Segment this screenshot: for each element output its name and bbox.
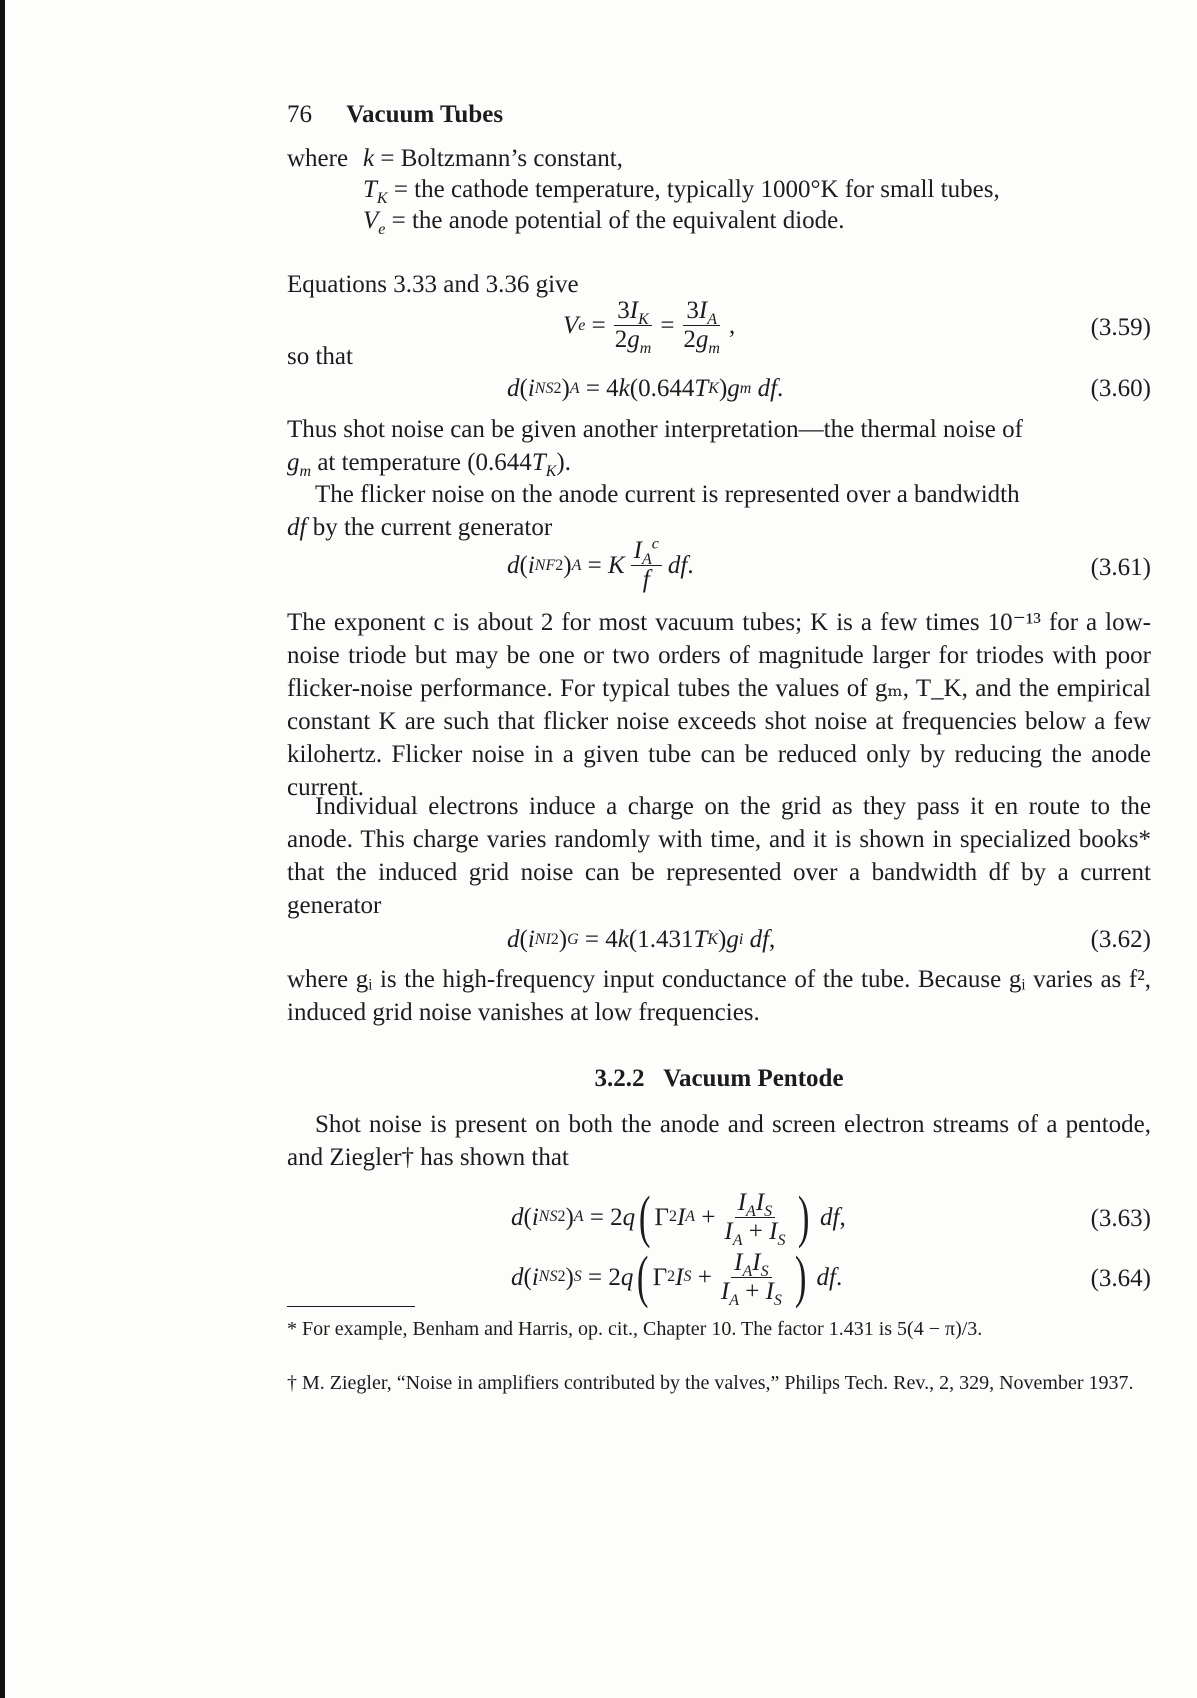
definition-ve: $V_e$ = the anode potential of the equivalent diode. <box>363 207 845 238</box>
chapter-title: Vacuum Tubes <box>346 101 504 128</box>
equation-number: (3.62) <box>1090 926 1151 953</box>
equation-number: (3.60) <box>1090 375 1151 402</box>
equation-number: (3.63) <box>1090 1205 1151 1232</box>
paragraph-so-that: so that <box>287 343 353 370</box>
equation-number: (3.59) <box>1090 314 1151 341</box>
paragraph-individual-electrons: Individual electrons induce a charge on the grid as they pass it en route to the anode. This charge varies randomly with time, and it is shown in specialized books* that the induced grid noise can be represented over a bandwidth df by a current generator <box>287 793 1151 919</box>
symbol-definitions <box>287 142 1151 238</box>
definition-tk: $T_K$ = the cathode temperature, typically 1000°K for small tubes, <box>363 176 1000 207</box>
paragraph-exponent: The exponent c is about 2 for most vacuum tubes; K is a few times 10⁻¹³ for a low-noise triode but may be one or two orders of magnitude larger for triodes with poor flicker-noise performance. For typical tubes the values of gₘ, T_K, and the empirical constant K are such that flicker noise exceeds shot noise at frequencies below a few kilohertz. Flicker noise in a given tube can be reduced only by reducing the anode current. <box>287 609 1151 801</box>
paragraph-shot-noise: Shot noise is present on both the anode and screen electron streams of a pentode, and Ziegler† has shown that <box>287 1111 1151 1171</box>
paragraph-equations-give: Equations 3.33 and 3.36 give <box>287 271 579 298</box>
definition-k: where k = Boltzmann’s constant, <box>287 145 623 172</box>
equation-3-61: d ( i NF 2 ) A = K $\frac{I_A^c}{f}$ df . (3.61) <box>507 535 1151 593</box>
equation-3-62: d ( i NI 2 ) G = 4 k (1.431 T K ) g i df , (3.62) <box>287 923 1151 959</box>
equation-number: (3.64) <box>1090 1265 1151 1292</box>
paragraph-where-gi: where gᵢ is the high-frequency input conductance of the tube. Because gᵢ varies as f², induced grid noise vanishes at low frequencies. <box>287 966 1151 1026</box>
equation-3-63: d ( i NS 2 ) A = 2 q ( Γ 2 I A + $\frac{I_AI_S}{I_A + I_S}$ ) df , (3.63) <box>511 1184 1151 1249</box>
footnote-ziegler: † M. Ziegler, “Noise in amplifiers contributed by the valves,” Philips Tech. Rev., 2, 329, November 1937. <box>287 1372 1134 1394</box>
page-number: 76 <box>287 101 312 128</box>
footnote-rule <box>287 1306 415 1307</box>
paragraph-flicker: The flicker noise on the anode current is represented over a bandwidth df by the current generator <box>287 481 1020 541</box>
equation-3-64: d ( i NS 2 ) S = 2 q ( Γ 2 I S + $\frac{I_AI_S}{I_A + I_S}$ ) df . (3.64) <box>511 1244 1151 1309</box>
page-edge-shadow <box>0 0 5 1698</box>
equation-3-60: d ( i NS 2 ) A = 4 k (0.644 T K ) g m df . (3.60) <box>287 372 1151 408</box>
equation-3-59: V e = $\frac{3I_K}{2g_m}$ = $\frac{3I_A}{2g_m}$ , (3.59) <box>563 297 1151 357</box>
paragraph-thus: Thus shot noise can be given another interpretation—the thermal noise of $g_m$ at temperature $(0.644T_K)$. <box>287 416 1023 480</box>
running-header <box>287 98 503 131</box>
section-heading: 3.2.2 Vacuum Pentode <box>594 1065 844 1092</box>
footnote-benham: * For example, Benham and Harris, op. cit., Chapter 10. The factor 1.431 is 5(4 − π)/3. <box>287 1318 983 1340</box>
equation-number: (3.61) <box>1090 554 1151 581</box>
